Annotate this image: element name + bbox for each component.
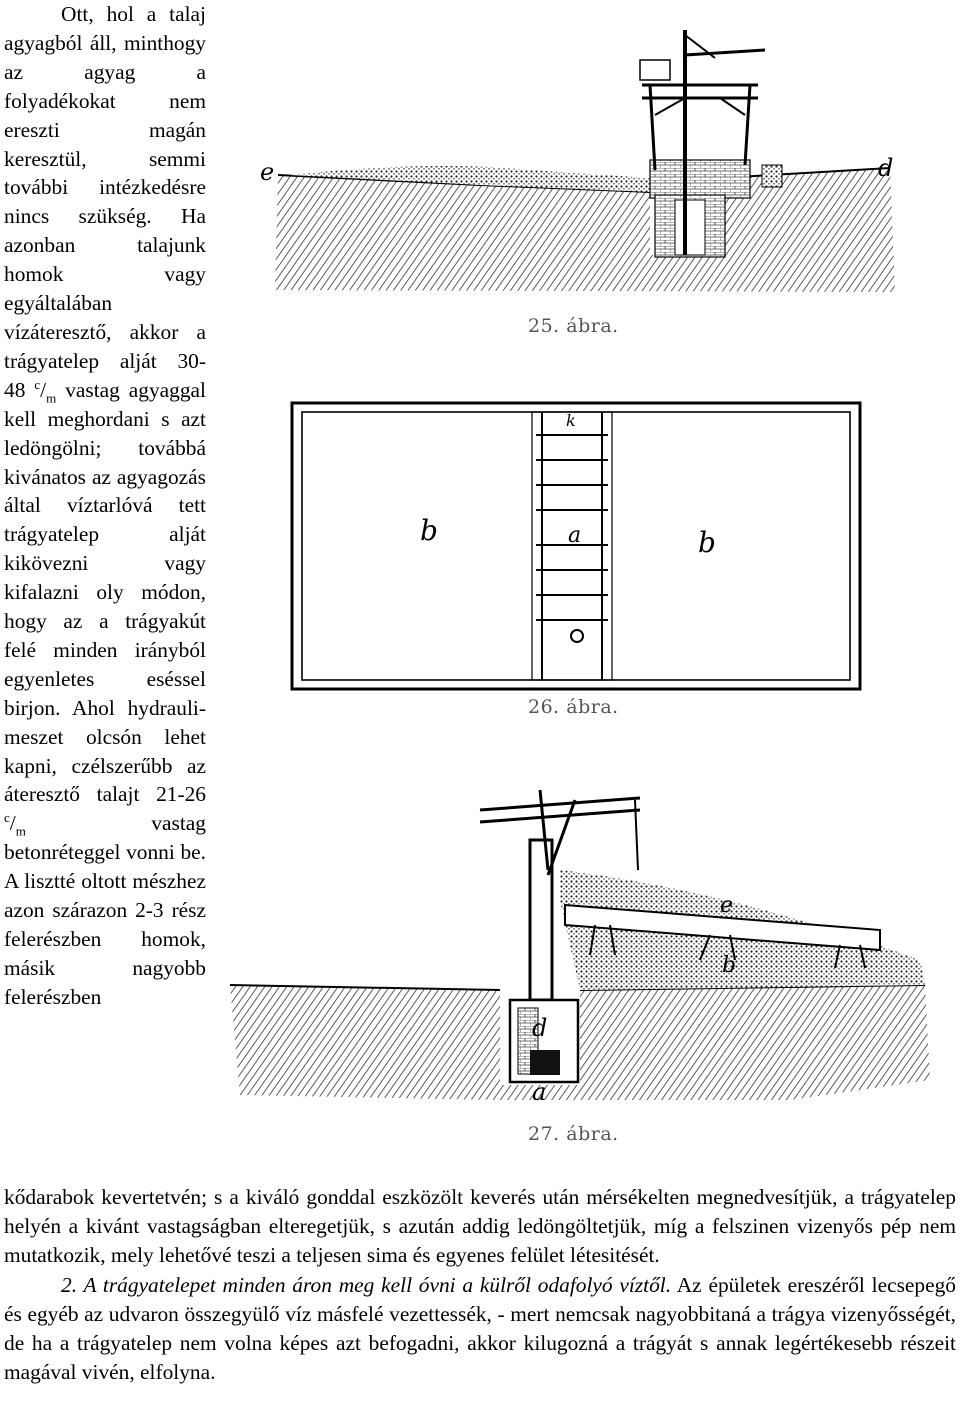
fig27-label-b: b	[722, 953, 737, 978]
fig26-label-a: a	[568, 523, 582, 548]
fig26-label-b-left: b	[420, 514, 438, 547]
fig27-caption: 27. ábra.	[528, 1123, 619, 1145]
fig25-caption: 25. ábra.	[528, 315, 619, 337]
paragraph-2-heading: 2. A trágyatelepet minden áron meg kell óvni a külről odafolyó víztől.	[61, 1272, 672, 1297]
fig26-label-b-right: b	[698, 526, 716, 559]
left-text-column	[4, 0, 206, 1012]
fig27-label-d: d	[532, 1014, 548, 1042]
paragraph-2-body: Az épületek ereszéről lecsepegő és egyéb az udvaron összegyülő víz másfelé vezettessék, - mert nemcsak nagyobbitaná a trágya vizenyősségét, de ha a trágyatelep nem volna képes azt befogadni, akkor kilugozná a trágyát s annak legértékesebb részeit magával vivén, elfolyna.	[4, 1272, 956, 1385]
fig25-label-e: e	[260, 158, 275, 186]
paragraph-text: Ott, hol a talaj agyagból áll, minthogy az agyag a folyadékokat nem ereszti magán keresztül, semmi további intézkedésre nincs szükség. Ha azonban talajunk homok vagy egyáltalában vízáteresztő, akkor a trágyatelep alját 30-48	[4, 2, 206, 402]
paragraph-1-start: Ott, hol a talaj agyagból áll, minthogy az agyag a folyadékokat nem ereszti magán keresztül, semmi további intézkedésre nincs szükség. Ha azonban talajunk homok vagy egyáltalában vízáteresztő, akkor a trágyatelep alját 30-48 $^c/_m$ vastag agyaggal kell meghordani s azt ledöngölni; továbbá kivánatos az agyagozás által víztarlóvá tett trágyatelep alját kikövezni vagy kifalazni oly módon, hogy az a trágyakút felé minden irányból egyenletes eséssel birjon. Ahol hydrauli-meszet olcsón lehet kapni, czélszerűbb az áteresztő talajt 21-26 $^c/_m$ vastag betonréteggel vonni be. A lisztté oltott mészhez azon szárazon 2-3 rész felerészben homok, másik nagyobb felerészben	[4, 2, 206, 1009]
illustrations	[230, 0, 960, 1160]
unit-subscript: m	[46, 390, 57, 406]
figure-26	[292, 403, 860, 718]
paragraph-2	[4, 1271, 956, 1388]
paragraph-text: vastag betonréteggel vonni be. A lisztté oltott mészhez azon szárazon 2-3 rész felerészben homok, másik nagyobb felerészben	[4, 811, 206, 1009]
figure-25	[260, 30, 895, 337]
fig27-label-e: e	[720, 893, 734, 918]
paragraph-text: vastag agyaggal kell meghordani s azt ledöngölni; továbbá kivánatos az agyagozás által víztarlóvá tett trágyatelep alját kikövezni vagy kifalazni oly módon, hogy az a trágyakút felé minden irányból egyenletes eséssel birjon. Ahol hydrauli-meszet olcsón lehet kapni, czélszerűbb az áteresztő talajt 21-26	[4, 377, 206, 807]
unit-superscript: c	[4, 810, 10, 826]
fig25-label-d: d	[878, 154, 894, 182]
brick-wall	[650, 160, 750, 198]
full-width-text	[4, 1183, 956, 1387]
unit-subscript: m	[15, 823, 26, 839]
paragraph-1-continuation: kődarabok kevertetvén; s a kiváló gonddal eszközölt keverés után mérsékelten megnedvesítjük, a trágyatelep helyén a kivánt vastagságban elteregetjük, s azután addig ledöngöltetjük, míg a felszinen vizenyős pép nem mutatkozik, mely lehetővé teszi a teljesen sima és egyenes felület létesitését.	[4, 1185, 956, 1268]
fig27-label-a: a	[532, 1078, 547, 1106]
fig26-caption: 26. ábra.	[528, 696, 619, 718]
fig26-label-k: k	[566, 411, 576, 430]
figure-27	[230, 790, 930, 1145]
well-opening	[571, 630, 583, 642]
soil-section-27	[230, 985, 930, 1100]
unit-superscript: c	[34, 376, 41, 392]
